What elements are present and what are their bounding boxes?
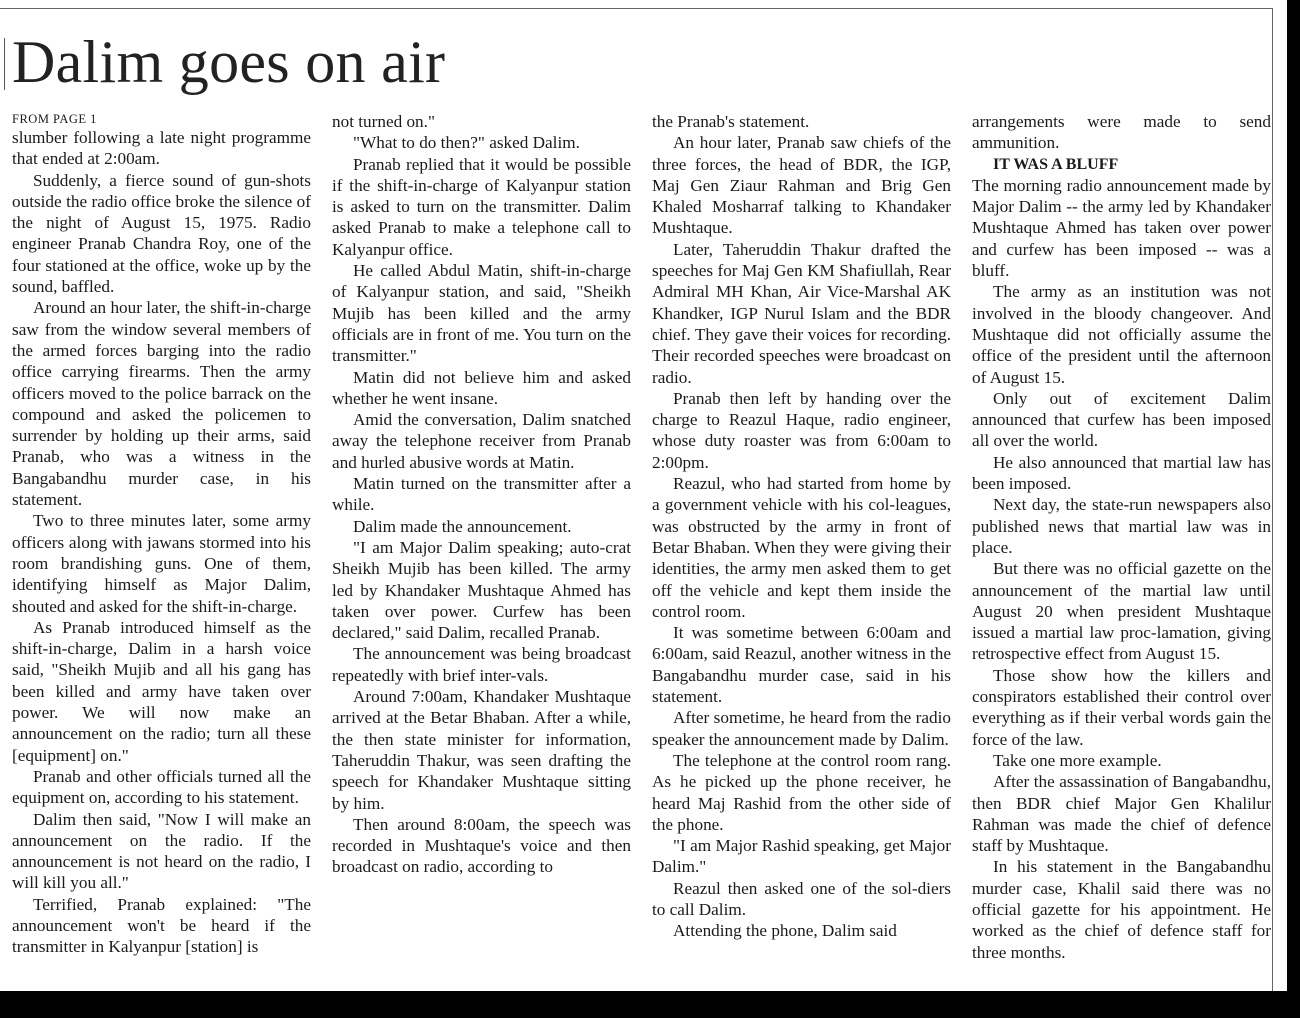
paragraph: Around 7:00am, Khandaker Mushtaque arrived at the Betar Bhaban. After a while, the then state minister for information, Taheruddin Thakur, was seen drafting the speech for Khandaker Mushtaque sitting by him.	[332, 687, 631, 813]
paragraph: arrangements were made to send ammunition.	[972, 112, 1271, 153]
paragraph: Only out of excitement Dalim announced that curfew has been imposed all over the world.	[972, 388, 1271, 451]
paragraph: not turned on."	[332, 112, 435, 131]
paragraph: In his statement in the Bangabandhu murder case, Khalil said there was no official gazette for his appointment. He worked as the chief of defence staff for three months.	[972, 857, 1271, 962]
paragraph: The telephone at the control room rang. As he picked up the phone receiver, he heard Maj Rashid from the other side of the phone.	[652, 750, 951, 834]
paragraph: Reazul, who had started from home by a government vehicle with his col-leagues, was obstructed by the army in front of Betar Bhaban. When they were giving their identities, the army men asked them to get off the vehicle and kept them inside the control room.	[652, 474, 951, 621]
paragraph: Terrified, Pranab explained: "The announcement won't be heard if the transmitter in Kalyanpur [station] is	[12, 894, 311, 957]
paragraph: But there was no official gazette on the announcement of the martial law until August 20 when president Mushtaque issued a martial law proc-lamation, giving retrospective effect from August 15.	[972, 559, 1271, 664]
paragraph: Pranab then left by handing over the charge to Reazul Haque, radio engineer, whose duty roaster was from 6:00am to 2:00pm.	[652, 388, 951, 472]
paragraph: "I am Major Dalim speaking; auto-crat Sheikh Mujib has been killed. The army led by Khandaker Mushtaque Ahmed has taken over power. Curfew has been declared," said Dalim, recalled Pranab.	[332, 537, 631, 643]
paragraph: Take one more example.	[993, 750, 1162, 770]
paragraph: The announcement was being broadcast repeatedly with brief inter-vals.	[332, 644, 631, 685]
paragraph: The morning radio announcement made by Major Dalim -- the army led by Khandaker Mushtaque Ahmed has taken over power and curfew has been imposed -- was a bluff.	[972, 175, 1271, 281]
column-3	[652, 111, 951, 942]
paragraph: Those show how the killers and conspirators established their control over everything as if their verbal words gain the force of the law.	[972, 665, 1271, 749]
column-1	[12, 111, 311, 958]
paragraph: An hour later, Pranab saw chiefs of the three forces, the head of BDR, the IGP, Maj Gen Ziaur Rahman and Brig Gen Khaled Mosharraf talking to Khandaker Mushtaque.	[652, 133, 951, 238]
top-rule	[0, 8, 1272, 9]
paragraph: Reazul then asked one of the sol-diers to call Dalim.	[652, 878, 951, 919]
subheading: IT WAS A BLUFF	[993, 155, 1119, 173]
paragraph: "I am Major Rashid speaking, get Major Dalim."	[652, 836, 951, 877]
column-2	[332, 111, 631, 878]
column-4	[972, 111, 1271, 963]
paragraph: After the assassination of Bangabandhu, then BDR chief Major Gen Khalilur Rahman was made the chief of defence staff by Mushtaque.	[972, 772, 1271, 856]
paragraph: He called Abdul Matin, shift-in-charge of Kalyanpur station, and said, "Sheikh Mujib has been killed and the army officials are in front of me. You turn on the transmitter."	[332, 261, 631, 366]
paragraph: "What to do then?" asked Dalim.	[353, 133, 580, 153]
paragraph: Matin turned on the transmitter after a while.	[332, 474, 631, 515]
paragraph: The army as an institution was not involved in the bloody changeover. And Mushtaque did not officially assume the office of the president until the afternoon of August 15.	[972, 282, 1271, 387]
paragraph: He also announced that martial law has been imposed.	[972, 452, 1271, 494]
paragraph: After sometime, he heard from the radio speaker the announcement made by Dalim.	[652, 708, 951, 749]
paragraph: Matin did not believe him and asked whether he went insane.	[332, 367, 631, 408]
headline: Dalim goes on air	[12, 29, 446, 95]
dateline: FROM PAGE 1	[12, 112, 97, 126]
paragraph: the Pranab's statement.	[652, 112, 810, 131]
paragraph: Pranab replied that it would be possible if the shift-in-charge of Kalyanpur station is asked to turn on the transmitter. Dalim asked Pranab to make a telephone call to Kalyanpur office.	[332, 154, 631, 259]
paragraph: Two to three minutes later, some army officers along with jawans stormed into his room brandishing guns. One of them, identifying himself as Major Dalim, shouted and asked for the shift-in-charge.	[12, 511, 311, 616]
paragraph: slumber following a late night programme that ended at 2:00am.	[12, 128, 311, 169]
paragraph: Around an hour later, the shift-in-charge saw from the window several members of the armed forces barging into the radio office carrying firearms. Then the army officers moved to the police barrack on the compound and asked the policemen to surrender by holding up their arms, said Pranab, who was a witness in the Bangabandhu murder case, in his statement.	[12, 298, 311, 510]
paragraph: It was sometime between 6:00am and 6:00am, said Reazul, another witness in the Bangabandhu murder case, said in his statement.	[652, 623, 951, 707]
paragraph: Suddenly, a fierce sound of gun-shots outside the radio office broke the silence of the night of August 15, 1975. Radio engineer Pranab Chandra Roy, one of the four stationed at the office, woke up by the sound, baffled.	[12, 170, 311, 297]
paragraph: Dalim made the announcement.	[353, 516, 572, 536]
paragraph: Dalim then said, "Now I will make an announcement on the radio. If the announcement is not heard on the radio, I will kill you all."	[12, 809, 311, 893]
headline-rule	[4, 38, 5, 90]
paragraph: Next day, the state-run newspapers also published news that martial law was in place.	[972, 495, 1271, 557]
paragraph: Then around 8:00am, the speech was recorded in Mushtaque's voice and then broadcast on radio, according to	[332, 814, 631, 877]
paragraph: Amid the conversation, Dalim snatched away the telephone receiver from Pranab and hurled abusive words at Matin.	[332, 410, 631, 472]
paragraph: Later, Taheruddin Thakur drafted the speeches for Maj Gen KM Shafiullah, Rear Admiral MH Khan, Air Vice-Marshal AK Khandker, IGP Nurul Islam and the BDR chief. They gave their voices for recording. Their recorded speeches were broadcast on radio.	[652, 239, 951, 387]
paragraph: Attending the phone, Dalim said	[673, 921, 897, 941]
right-rule	[1272, 8, 1273, 991]
paragraph: Pranab and other officials turned all the equipment on, according to his statement.	[12, 766, 311, 808]
paragraph: As Pranab introduced himself as the shift-in-charge, Dalim in a harsh voice said, "Sheikh Mujib and all his gang has been killed and army have taken over power. We will now make an announcement on the radio; turn all these [equipment] on."	[12, 617, 311, 765]
